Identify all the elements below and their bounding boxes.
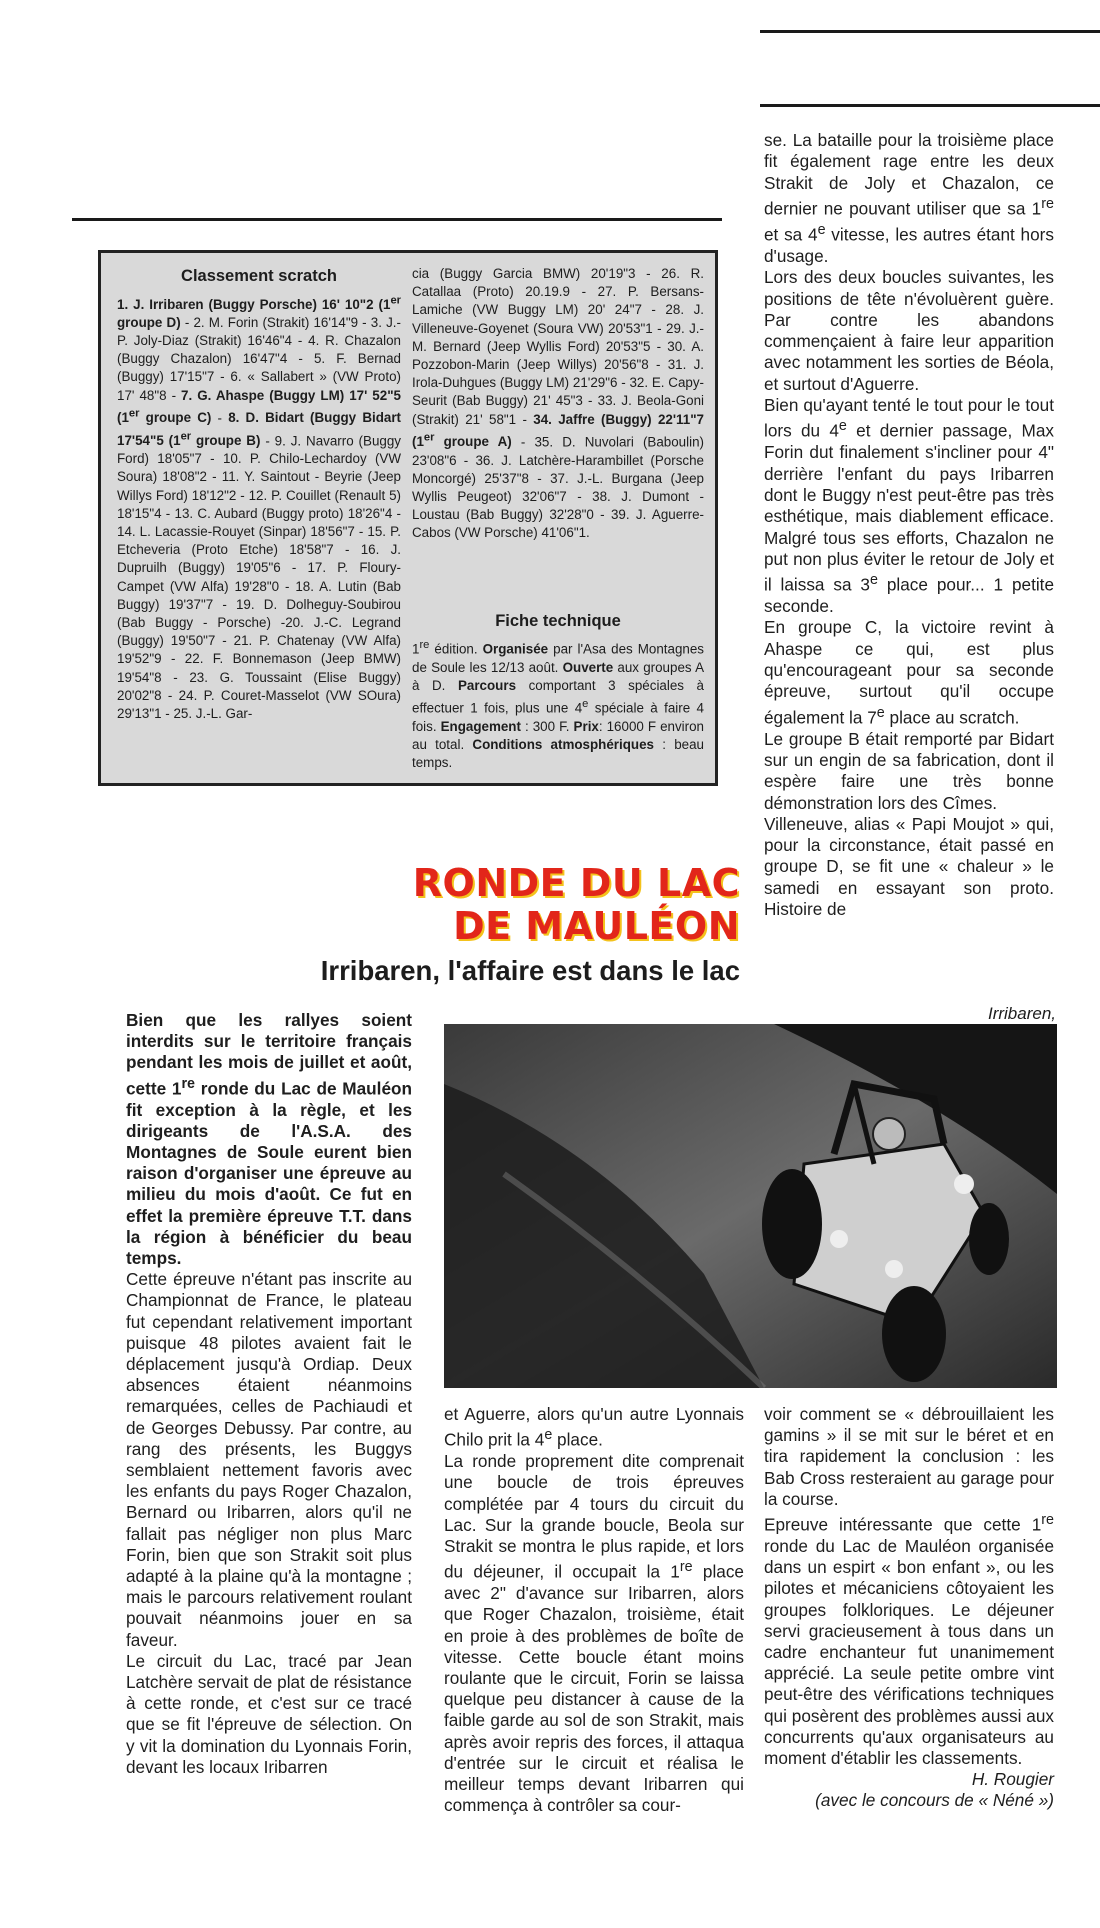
right-column xyxy=(764,130,1054,920)
signature-name: H. Rougier xyxy=(971,1769,1054,1790)
headline-line-1: RONDE DU LAC xyxy=(412,861,740,905)
body-column-2 xyxy=(444,1404,744,1816)
headline xyxy=(380,862,740,948)
buggy-photo xyxy=(444,1024,1057,1388)
headline-line-2: DE MAULÉON xyxy=(453,904,740,948)
right-column-text: se. La bataille pour la troisième place fit également rage entre les deux Strakit de Joly et Chazalon, ce dernier ne pouvant utiliser que sa 1re et sa 4e vitesse, les autres étant hors d'usage. Lors des deux boucles suivantes, les positions de tête n'évoluèrent guère. Par contre les abandons commençaient à faire leur apparition avec notamment les sorties de Béola, et surtout d'Aguerre. Bien qu'ayant tenté le tout pour le tout lors du 4e et dernier passage, Max Forin dut finalement s'incliner pour 4" derrière l'enfant du pays Iribarren dont le Buggy n'est peut-être pas très esthétique, mais diablement efficace. Malgré tous ses efforts, Chazalon ne put non plus éviter le retour de Joly et il laissa sa 3e place pour... 1 petite seconde. En groupe C, la victoire revint à Ahaspe ce qui, est plus qu'encourageant pour sa seconde épreuve, surtout qu'il occupe également la 7e place au scratch. Le groupe B était remporté par Bidart sur un engin de sa fabrication, dont il espère faire une très bonne démonstration lors des Cîmes. Villeneuve, alias « Papi Moujot » qui, pour la circonstance, était passé en groupe D, se fit une « chaleur » le samedi en essayant son proto. Histoire de xyxy=(764,130,1054,920)
body-column-2-text: et Aguerre, alors qu'un autre Lyonnais Chilo prit la 4e place. La ronde proprement dite comprenait une boucle de trois épreuves complétée par 4 tours du circuit du Lac. Sur la grande boucle, Beola sur Strakit se montra le plus rapide, et lors du déjeuner, il occupait la 1re place avec 2" d'avance sur Iribarren, alors que Roger Chazalon, troisième, était en proie à des problèmes de boîte de vitesse. Cette boucle étant moins roulante que le circuit, Forin se laissa quelque peu distancer à cause de la faible garde au sol de son Strakit, mais après avoir repris des forces, il attaqua d'entrée sur le circuit et réalisa le meilleur temps devant Iribarren qui commença à contrôler sa cour- xyxy=(444,1404,744,1816)
article-photo xyxy=(444,1024,1057,1388)
signature-note: (avec le concours de « Néné ») xyxy=(815,1790,1054,1811)
results-top-rule xyxy=(72,218,722,221)
classement-column-continued: cia (Buggy Garcia BMW) 20'19"3 - 26. R. Catallaa (Proto) 20.19.9 - 27. P. Bersans-Lamiche (VW Buggy LM) 20' 24"7 - 28. J. Villeneuve-Goyenet (Soura VW) 20'53"1 - 29. J.-M. Bernard (Jeep Wyllis Ford) 20'53"5 - 30. A. Pozzobon-Marin (Jeep Willys) 20'56"8 - 31. J. Irola-Duhgues (Buggy LM) 21'29"6 - 32. E. Capy-Seurit (Bab Buggy) 21' 45"3 - 33. J. Beola-Goni (Strakit) 21' 58"1 - 34. Jaffre (Buggy) 22'11"7 (1er groupe A) - 35. D. Nuvolari (Baboulin) 23'08"6 - 36. J. Latchère-Harambillet (Porsche Moncorgé) 25'37"8 - 37. J.-L. Burgana (Jeep Wyllis Peugeot) 32'06"7 - 38. J. Dumont - Loustau (Bab Buggy) 32'28"0 - 39. J. Aguerre-Cabos (VW Porsche) 41'06"1. xyxy=(412,266,704,541)
fiche-heading: Fiche technique xyxy=(495,612,621,630)
classement-text: 1. J. Irribaren (Buggy Porsche) 16' 10"2 (1er groupe D) - 2. M. Forin (Strakit) 16'14"9 - 3. J.-P. Joly-Diaz (Strakit) 16'46"4 - 4. R. Chazalon (Buggy Chazalon) 16'47"4 - 5. F. Bernad (Buggy) 17'15"7 - 6. « Sallabert » (VW Proto) 17' 48"8 - 7. G. Ahaspe (Buggy LM) 17' 52"5 (1er groupe C) - 8. D. Bidart (Buggy Bidart 17'54"5 (1er groupe B) - 9. J. Navarro (Buggy Ford) 18'05"7 - 10. P. Chilo-Lechardoy (VW Soura) 18'08"2 - 11. Y. Saintout - Beyrie (Jeep Willys Ford) 18'12"2 - 12. P. Couillet (Renault 5) 18'15"4 - 13. C. Aubard (Buggy proto) 18'26"4 - 14. L. Lacassie-Rouyet (Sinpar) 18'56"7 - 15. P. Etcheveria (Proto Etche) 18'58"7 - 16. J. Dupruilh (Buggy) 19'05"6 - 17. P. Floury-Campet (VW Alfa) 19'28"0 - 18. A. Lutin (Bab Buggy) 19'37"7 - 19. D. Dolheguy-Soubirou (Bab Buggy - Porsche) -20. J.-C. Legrand (Buggy) 19'50"7 - 21. P. Chatenay (VW Alfa) 19'52"9 - 22. F. Bonnemason (Jeep BMW) 19'54"8 - 23. G. Toussaint (Elise Buggy) 20'02"8 - 24. P. Couret-Masselot (VW SOura) 29'13"1 - 25. J.-L. Gar- xyxy=(117,294,402,722)
top-rule-2 xyxy=(760,104,1100,107)
body-column-3-text: voir comment se « débrouillaient les gamins » il se mit sur le béret et en tira rapidement la conclusion : les Bab Cross resteraient au garage pour la course. Epreuve intéressante que cette 1re ronde du Lac de Mauléon organisée dans un espirt « bon enfant », ou les pilotes et mécaniciens côtoyaient les groupes folkloriques. Le déjeuner servi gracieusement à tous dans un cadre enchanteur fut unanimement apprécié. La seule petite ombre vint peut-être des vérifications techniques qui posèrent des problèmes aussi aux concurrents qu'aux organisateurs au moment d'établir les classements. xyxy=(764,1404,1054,1768)
fiche-text: 1re édition. Organisée par l'Asa des Montagnes de Soule les 12/13 août. Ouverte aux groupes A à D. Parcours comportant 3 spéciales à effectuer 1 fois, plus une 4e spéciale à faire 4 fois. Engagement : 300 F. Prix: 16000 F environ au total. Conditions atmosphériques : beau temps. xyxy=(412,639,705,771)
photo-credit: Irribaren, xyxy=(987,1004,1056,1023)
top-rule-1 xyxy=(760,30,1100,33)
body-column-1 xyxy=(126,1010,412,1778)
body-column-1-text: Bien que les rallyes soient interdits sur le territoire français pendant les mois de juillet et août, cette 1re ronde du Lac de Mauléon fit exception à la règle, et les dirigeants de l'A.S.A. des Montagnes de Soule eurent bien raison d'organiser une épreuve au milieu du mois d'août. Ce fut en effet la première épreuve T.T. dans la région à bénéficier du beau temps. Cette épreuve n'étant pas inscrite au Championnat de France, le plateau fut cependant relativement important puisque 48 pilotes avaient fait le déplacement jusqu'à Ordiap. Deux absences étaient néanmoins remarquées, celles de Pachiaudi et de Georges Debussy. Par contre, au rang des présents, les Buggys semblaient nettement favoris avec les enfants du pays Roger Chazalon, Bernard ou Iribarren, alors qu'il ne fallait pas négliger non plus Marc Forin, bien que son Strakit soit plus adapté à la plaine qu'à la montagne ; mais le parcours relativement roulant pouvait néanmoins jouer en sa faveur. Le circuit du Lac, tracé par Jean Latchère servait de plat de résistance à cette ronde, et c'est sur ce tracé que se fit l'épreuve de sélection. On y vit la domination du Lyonnais Forin, devant les locaux Iribarren xyxy=(126,1010,413,1777)
fiche-column xyxy=(412,612,704,773)
subtitle: Irribaren, l'affaire est dans le lac xyxy=(320,955,740,986)
classement-column xyxy=(117,267,401,723)
classement-heading: Classement scratch xyxy=(181,267,337,285)
body-column-3 xyxy=(764,1404,1054,1812)
